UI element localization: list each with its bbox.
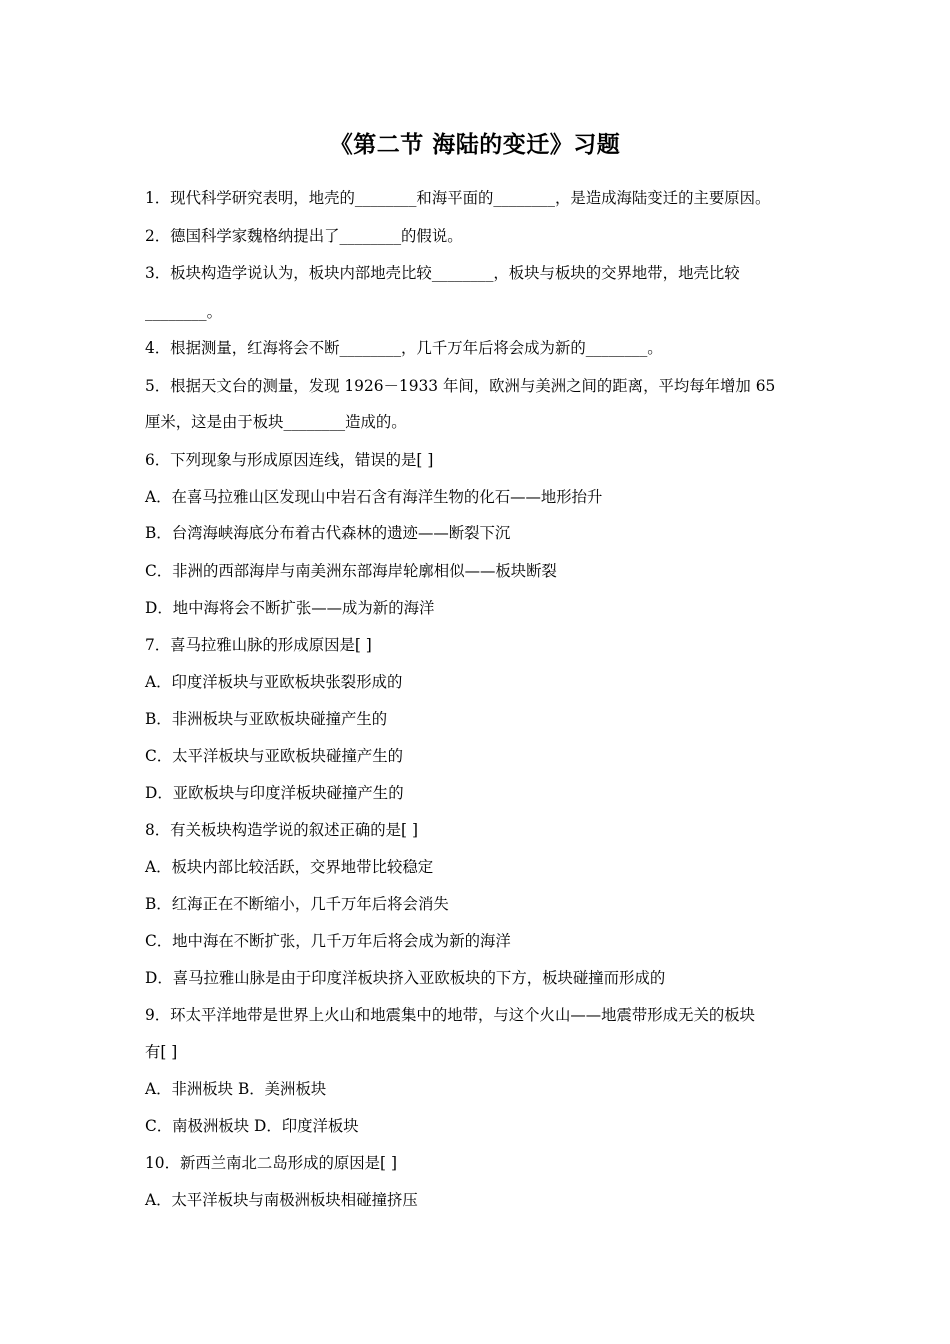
question-7-stem: 7．喜马拉雅山脉的形成原因是[ ] [145,636,372,654]
question-3-text-continued: ________。 [145,303,222,321]
question-4-text: 4．根据测量，红海将会不断________，几千万年后将会成为新的________。 [145,339,663,357]
question-9-stem: 9．环太平洋地带是世界上火山和地震集中的地带，与这个火山——地震带形成无关的板块 [145,1006,756,1024]
question-7-option-b: B．非洲板块与亚欧板块碰撞产生的 [145,710,388,728]
question-8-stem: 8．有关板块构造学说的叙述正确的是[ ] [145,821,418,839]
question-5-text: 5．根据天文台的测量，发现 1926－1933 年间，欧洲与美洲之间的距离，平均每年增加 65 [145,377,776,395]
question-8-option-a: A．板块内部比较活跃，交界地带比较稳定 [145,858,434,876]
question-8-option-c: C．地中海在不断扩张，几千万年后将会成为新的海洋 [145,932,511,950]
document-title: 《第二节 海陆的变迁》习题 [329,131,621,158]
question-7-option-d: D．亚欧板块与印度洋板块碰撞产生的 [145,784,404,802]
question-8-option-b: B．红海正在不断缩小，几千万年后将会消失 [145,895,449,913]
question-9-options-c-d: C．南极洲板块 D．印度洋板块 [145,1117,359,1135]
question-9-options-a-b: A．非洲板块 B．美洲板块 [145,1080,327,1098]
question-3-text: 3．板块构造学说认为，板块内部地壳比较________，板块与板块的交界地带，地壳比较 [145,264,740,282]
question-10-stem: 10．新西兰南北二岛形成的原因是[ ] [145,1154,397,1172]
question-7-option-c: C．太平洋板块与亚欧板块碰撞产生的 [145,747,404,765]
question-6-option-b: B．台湾海峡海底分布着古代森林的遗迹——断裂下沉 [145,524,511,542]
question-5-text-continued: 厘米，这是由于板块________造成的。 [145,413,407,431]
question-6-option-c: C．非洲的西部海岸与南美洲东部海岸轮廓相似——板块断裂 [145,562,557,580]
question-10-option-a: A．太平洋板块与南极洲板块相碰撞挤压 [145,1191,418,1209]
question-6-option-a: A．在喜马拉雅山区发现山中岩石含有海洋生物的化石——地形抬升 [145,488,603,506]
question-7-option-a: A．印度洋板块与亚欧板块张裂形成的 [145,673,403,691]
question-9-stem-continued: 有[ ] [145,1043,178,1061]
question-6-stem: 6．下列现象与形成原因连线，错误的是[ ] [145,451,434,469]
question-8-option-d: D．喜马拉雅山脉是由于印度洋板块挤入亚欧板块的下方，板块碰撞而形成的 [145,969,666,987]
question-1-text: 1．现代科学研究表明，地壳的________和海平面的________，是造成海陆变迁的主要原因。 [145,189,771,207]
question-6-option-d: D．地中海将会不断扩张——成为新的海洋 [145,599,435,617]
question-2-text: 2．德国科学家魏格纳提出了________的假说。 [145,227,463,245]
